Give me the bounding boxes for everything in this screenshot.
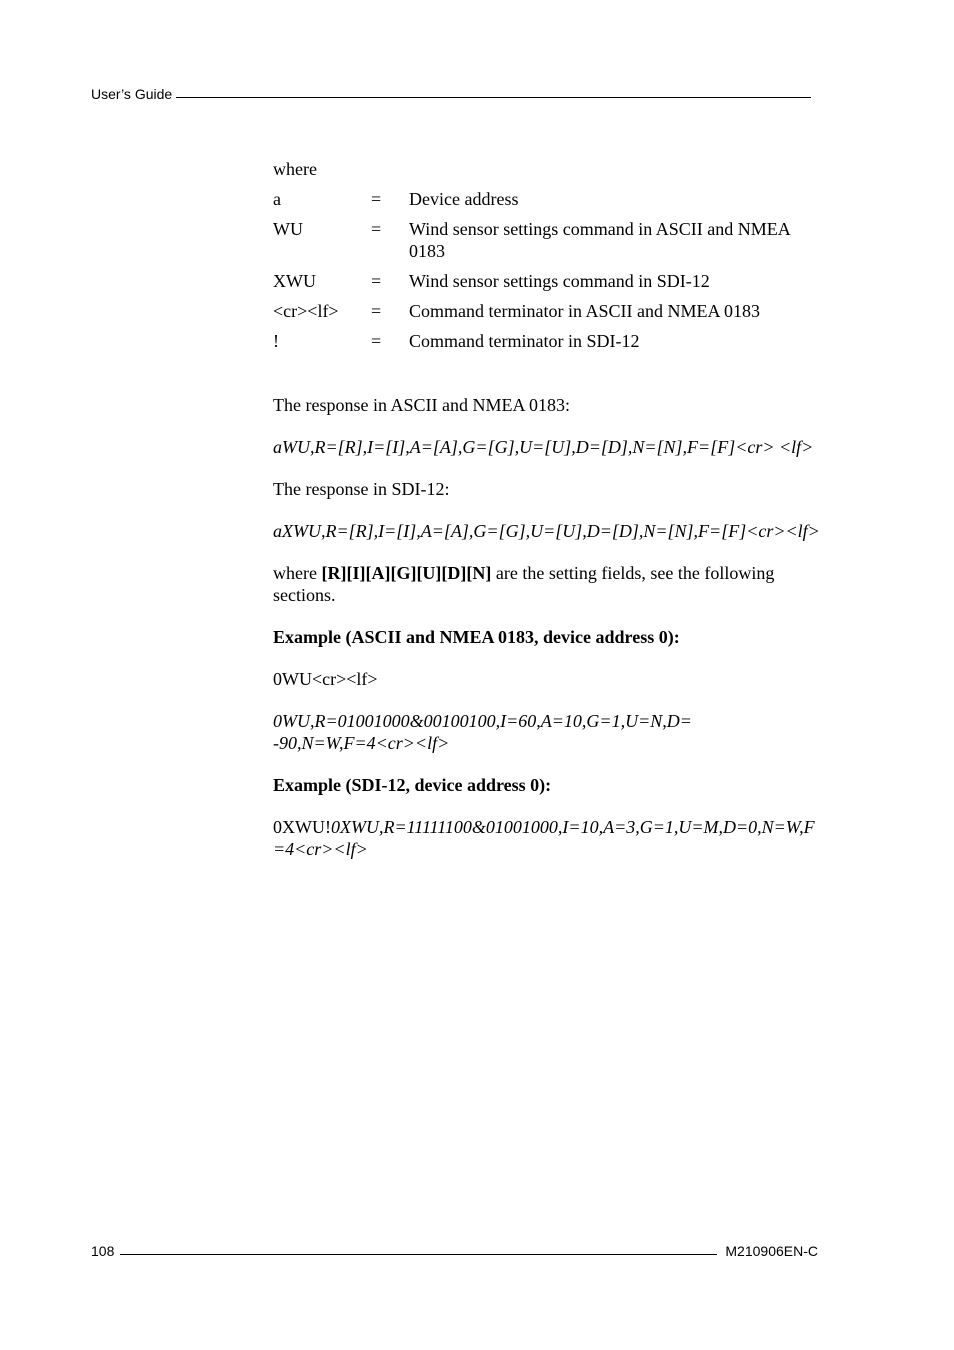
definition-equals: = bbox=[371, 219, 382, 239]
where-fields-bold: [R][I][A][G][U][D][N] bbox=[321, 563, 492, 583]
example1-command: 0WU<cr><lf> bbox=[273, 669, 378, 689]
header-title: User’s Guide bbox=[91, 86, 173, 102]
page-content bbox=[273, 158, 821, 860]
example1-heading: Example (ASCII and NMEA 0183, device address 0): bbox=[273, 627, 680, 647]
example2-heading: Example (SDI-12, device address 0): bbox=[273, 775, 552, 795]
definition-row bbox=[273, 218, 821, 262]
definition-equals: = bbox=[371, 271, 382, 291]
definition-term: XWU bbox=[273, 271, 316, 291]
header-rule bbox=[176, 97, 811, 98]
definition-term: ! bbox=[273, 331, 279, 351]
example2-response: 0XWU,R=11111100&01001000,I=10,A=3,G=1,U=M,D=0,N=W,F=4<cr><lf> bbox=[273, 817, 815, 859]
example1-response: 0WU,R=01001000&00100100,I=60,A=10,G=1,U=N,D= -90,N=W,F=4<cr><lf> bbox=[273, 711, 692, 753]
definition-description: Device address bbox=[409, 189, 519, 209]
definition-row bbox=[273, 330, 821, 352]
example2-paragraph bbox=[273, 816, 821, 860]
definition-description: Command terminator in SDI-12 bbox=[409, 331, 640, 351]
definition-term: <cr><lf> bbox=[273, 301, 339, 321]
response-ascii-label: The response in ASCII and NMEA 0183: bbox=[273, 395, 570, 415]
page-footer bbox=[91, 1243, 818, 1259]
definition-description: Command terminator in ASCII and NMEA 0183 bbox=[409, 301, 760, 321]
where-label: where bbox=[273, 159, 317, 179]
definition-description: Wind sensor settings command in SDI-12 bbox=[409, 271, 710, 291]
definition-row bbox=[273, 188, 821, 210]
definition-equals: = bbox=[371, 331, 382, 351]
definition-term: WU bbox=[273, 219, 303, 239]
definition-equals: = bbox=[371, 189, 382, 209]
definition-equals: = bbox=[371, 301, 382, 321]
where-fields-paragraph bbox=[273, 562, 821, 606]
definition-term: a bbox=[273, 189, 281, 209]
response-ascii: aWU,R=[R],I=[I],A=[A],G=[G],U=[U],D=[D],N=[N],F=[F]<cr> <lf> bbox=[273, 437, 814, 457]
doc-code: M210906EN-C bbox=[725, 1243, 818, 1259]
page-header bbox=[91, 86, 811, 102]
response-sdi-label: The response in SDI-12: bbox=[273, 479, 450, 499]
response-sdi: aXWU,R=[R],I=[I],A=[A],G=[G],U=[U],D=[D],N=[N],F=[F]<cr><lf> bbox=[273, 521, 820, 541]
where-fields-pre: where bbox=[273, 563, 322, 583]
definition-description: Wind sensor settings command in ASCII and NMEA 0183 bbox=[409, 219, 790, 261]
definition-row bbox=[273, 300, 821, 322]
page-number: 108 bbox=[91, 1243, 115, 1259]
footer-rule bbox=[120, 1254, 717, 1255]
definition-list bbox=[273, 188, 821, 352]
example2-command: 0XWU! bbox=[273, 817, 331, 837]
where-fields-post: are the setting fields, see the following sections. bbox=[273, 563, 775, 605]
definition-row bbox=[273, 270, 821, 292]
